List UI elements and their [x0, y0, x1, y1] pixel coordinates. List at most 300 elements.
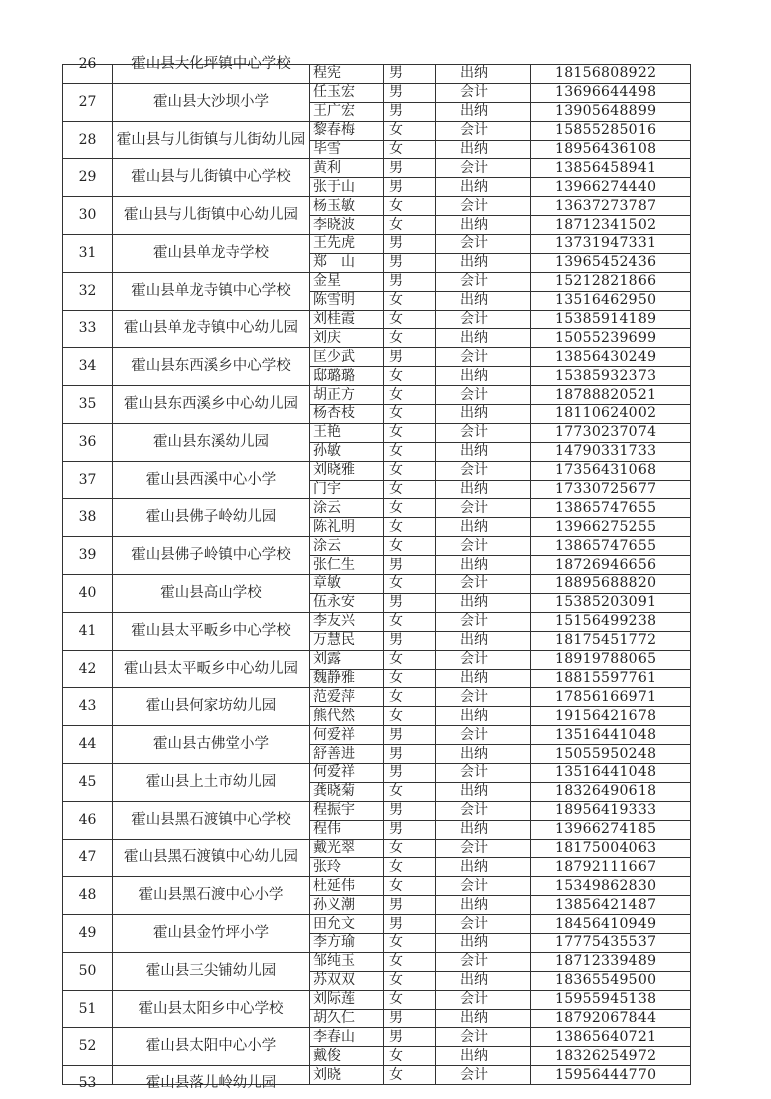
row-number-text: 32	[78, 282, 97, 299]
table-row	[63, 348, 691, 367]
person-role: 会计	[436, 726, 531, 745]
person-role: 会计	[436, 877, 531, 896]
finance-contacts-table	[62, 56, 691, 1091]
person-name: 张玲	[310, 858, 384, 877]
person-name: 章敏	[310, 575, 384, 594]
unit-name	[113, 348, 310, 386]
person-phone: 15955945138	[531, 990, 691, 1009]
row-number-text: 31	[78, 244, 97, 261]
person-name: 郑 山	[310, 253, 384, 272]
unit-name-text: 霍山县与儿街镇与儿街幼儿园	[116, 131, 306, 148]
unit-name	[113, 197, 310, 235]
table-row	[63, 272, 691, 291]
table-row	[63, 915, 691, 934]
person-name: 张于山	[310, 178, 384, 197]
table-row	[63, 575, 691, 594]
person-name: 胡久仁	[310, 1009, 384, 1028]
person-role: 出纳	[436, 329, 531, 348]
row-number-text: 41	[78, 622, 97, 639]
row-number	[63, 159, 113, 197]
person-name: 龚晓菊	[310, 782, 384, 801]
person-phone: 15055239699	[531, 329, 691, 348]
unit-name-text: 霍山县东溪幼儿园	[153, 433, 269, 450]
person-phone: 13516441048	[531, 763, 691, 782]
person-phone: 15855285016	[531, 121, 691, 140]
unit-name	[113, 915, 310, 953]
person-phone: 13865747655	[531, 537, 691, 556]
person-role: 会计	[436, 990, 531, 1009]
person-name: 杨杏枝	[310, 405, 384, 424]
unit-name-text: 霍山县与儿街镇中心学校	[131, 169, 291, 186]
person-phone: 13966274440	[531, 178, 691, 197]
table-row	[63, 801, 691, 820]
person-role: 会计	[436, 612, 531, 631]
finance-contacts-table-page	[62, 56, 691, 1091]
person-phone: 15385203091	[531, 593, 691, 612]
table-row	[63, 839, 691, 858]
person-role: 会计	[436, 1066, 531, 1085]
person-name: 何爱祥	[310, 726, 384, 745]
person-role: 会计	[436, 839, 531, 858]
person-name: 李春山	[310, 1028, 384, 1047]
unit-name-text: 霍山县东西溪乡中心幼儿园	[124, 396, 298, 413]
unit-name	[113, 537, 310, 575]
person-sex: 男	[384, 801, 436, 820]
unit-name	[113, 839, 310, 877]
person-role: 出纳	[436, 707, 531, 726]
person-sex: 男	[384, 348, 436, 367]
person-name: 涂云	[310, 499, 384, 518]
row-number	[63, 688, 113, 726]
unit-name-text: 霍山县上土市幼儿园	[145, 773, 277, 790]
table-row	[63, 461, 691, 480]
unit-name	[113, 121, 310, 159]
unit-name	[113, 763, 310, 801]
row-number-text: 46	[78, 811, 97, 828]
person-name: 李方瑜	[310, 933, 384, 952]
table-row	[63, 423, 691, 442]
person-sex: 女	[384, 990, 436, 1009]
person-name: 匡少武	[310, 348, 384, 367]
person-sex: 女	[384, 650, 436, 669]
person-name: 舒善进	[310, 745, 384, 764]
unit-name	[113, 650, 310, 688]
unit-name-text: 霍山县古佛堂小学	[153, 736, 269, 753]
person-phone: 13856421487	[531, 896, 691, 915]
row-number	[63, 310, 113, 348]
person-role: 会计	[436, 537, 531, 556]
unit-name-text: 霍山县太平畈乡中心学校	[131, 622, 291, 639]
person-role: 出纳	[436, 65, 531, 84]
unit-name-text: 霍山县高山学校	[160, 584, 262, 601]
table-row	[63, 121, 691, 140]
row-number-text: 51	[78, 1000, 97, 1017]
table-row	[63, 499, 691, 518]
person-name: 邹纯玉	[310, 952, 384, 971]
row-number-text: 50	[78, 962, 97, 979]
person-phone: 15156499238	[531, 612, 691, 631]
person-role: 会计	[436, 915, 531, 934]
person-role: 出纳	[436, 367, 531, 386]
person-phone: 15212821866	[531, 272, 691, 291]
unit-name	[113, 159, 310, 197]
person-name: 门宇	[310, 480, 384, 499]
person-role: 会计	[436, 499, 531, 518]
row-number	[63, 386, 113, 424]
table-row	[63, 990, 691, 1009]
unit-name-text: 霍山县太阳中心小学	[145, 1038, 277, 1055]
row-number	[63, 839, 113, 877]
person-name: 邸璐璐	[310, 367, 384, 386]
person-phone: 17356431068	[531, 461, 691, 480]
person-phone: 18175451772	[531, 631, 691, 650]
person-role: 会计	[436, 575, 531, 594]
unit-name	[113, 1066, 310, 1091]
row-number	[63, 423, 113, 461]
row-number	[63, 575, 113, 613]
person-name: 李晓波	[310, 216, 384, 235]
person-sex: 女	[384, 1047, 436, 1066]
unit-name	[113, 310, 310, 348]
person-sex: 女	[384, 612, 436, 631]
row-number	[63, 801, 113, 839]
row-number-text: 26	[78, 56, 97, 73]
person-name: 黎春梅	[310, 121, 384, 140]
unit-name-text: 霍山县金竹坪小学	[153, 924, 269, 941]
person-name: 刘晓雅	[310, 461, 384, 480]
table-row	[63, 726, 691, 745]
person-role: 会计	[436, 386, 531, 405]
person-role: 会计	[436, 310, 531, 329]
row-number	[63, 272, 113, 310]
person-name: 刘晓	[310, 1066, 384, 1085]
person-name: 程宪	[310, 65, 384, 84]
table-row	[63, 537, 691, 556]
unit-name	[113, 83, 310, 121]
unit-name	[113, 235, 310, 273]
table-row	[63, 612, 691, 631]
row-number	[63, 650, 113, 688]
person-name: 王广宏	[310, 102, 384, 121]
person-sex: 男	[384, 272, 436, 291]
table-body	[63, 56, 691, 1091]
table-row	[63, 235, 691, 254]
person-role: 会计	[436, 801, 531, 820]
person-sex: 女	[384, 121, 436, 140]
person-sex: 男	[384, 178, 436, 197]
table-row	[63, 688, 691, 707]
unit-name	[113, 1028, 310, 1066]
person-role: 出纳	[436, 291, 531, 310]
person-name: 程伟	[310, 820, 384, 839]
unit-name-text: 霍山县黑石渡镇中心学校	[131, 811, 291, 828]
person-role: 出纳	[436, 480, 531, 499]
person-phone: 18175004063	[531, 839, 691, 858]
row-number-text: 53	[78, 1074, 97, 1091]
person-name: 任玉宏	[310, 83, 384, 102]
unit-name-text: 霍山县大化坪镇中心学校	[131, 56, 291, 73]
person-sex: 男	[384, 83, 436, 102]
person-phone: 13865640721	[531, 1028, 691, 1047]
person-role: 会计	[436, 763, 531, 782]
row-number	[63, 877, 113, 915]
person-phone: 18326254972	[531, 1047, 691, 1066]
person-sex: 男	[384, 915, 436, 934]
person-role: 出纳	[436, 971, 531, 990]
person-sex: 女	[384, 405, 436, 424]
person-role: 出纳	[436, 1047, 531, 1066]
table-row	[63, 1066, 691, 1085]
row-number-text: 48	[78, 887, 97, 904]
person-sex: 女	[384, 952, 436, 971]
person-name: 王艳	[310, 423, 384, 442]
person-role: 出纳	[436, 782, 531, 801]
unit-name-text: 霍山县单龙寺镇中心学校	[131, 282, 291, 299]
person-sex: 男	[384, 253, 436, 272]
unit-name-text: 霍山县大沙坝小学	[153, 93, 269, 110]
person-role: 出纳	[436, 140, 531, 159]
person-phone: 18895688820	[531, 575, 691, 594]
row-number	[63, 197, 113, 235]
person-sex: 女	[384, 782, 436, 801]
person-name: 胡正方	[310, 386, 384, 405]
person-phone: 15385914189	[531, 310, 691, 329]
person-name: 涂云	[310, 537, 384, 556]
person-role: 会计	[436, 952, 531, 971]
row-number	[63, 83, 113, 121]
person-sex: 女	[384, 386, 436, 405]
person-sex: 女	[384, 367, 436, 386]
unit-name-text: 霍山县何家坊幼儿园	[145, 698, 277, 715]
unit-name-text: 霍山县黑石渡中心小学	[138, 887, 284, 904]
person-sex: 女	[384, 1066, 436, 1085]
person-name: 戴光翠	[310, 839, 384, 858]
person-name: 刘桂霞	[310, 310, 384, 329]
unit-name-text: 霍山县佛子岭镇中心学校	[131, 547, 291, 564]
row-number	[63, 726, 113, 764]
person-phone: 13856430249	[531, 348, 691, 367]
person-sex: 男	[384, 820, 436, 839]
person-sex: 女	[384, 575, 436, 594]
person-name: 苏双双	[310, 971, 384, 990]
unit-name	[113, 990, 310, 1028]
row-number	[63, 121, 113, 159]
row-number	[63, 1066, 113, 1091]
person-role: 会计	[436, 348, 531, 367]
unit-name-text: 霍山县单龙寺学校	[153, 244, 269, 261]
person-sex: 女	[384, 858, 436, 877]
person-sex: 女	[384, 140, 436, 159]
unit-name-text: 霍山县太阳乡中心学校	[138, 1000, 284, 1017]
person-phone: 13965452436	[531, 253, 691, 272]
person-role: 出纳	[436, 820, 531, 839]
row-number-text: 47	[78, 849, 97, 866]
person-sex: 男	[384, 726, 436, 745]
person-sex: 女	[384, 480, 436, 499]
person-name: 范爱萍	[310, 688, 384, 707]
person-sex: 女	[384, 688, 436, 707]
person-role: 出纳	[436, 178, 531, 197]
person-name: 张仁生	[310, 556, 384, 575]
row-number	[63, 56, 113, 84]
row-number-text: 34	[78, 358, 97, 375]
person-role: 出纳	[436, 556, 531, 575]
unit-name	[113, 272, 310, 310]
person-phone: 15055950248	[531, 745, 691, 764]
person-phone: 18726946656	[531, 556, 691, 575]
person-phone: 13966275255	[531, 518, 691, 537]
person-role: 出纳	[436, 442, 531, 461]
person-role: 会计	[436, 688, 531, 707]
unit-name	[113, 801, 310, 839]
person-sex: 女	[384, 216, 436, 235]
row-number	[63, 461, 113, 499]
person-name: 刘庆	[310, 329, 384, 348]
row-number-text: 29	[78, 169, 97, 186]
person-phone: 18712339489	[531, 952, 691, 971]
table-row	[63, 1028, 691, 1047]
person-phone: 18712341502	[531, 216, 691, 235]
row-number	[63, 537, 113, 575]
person-phone: 18156808922	[531, 65, 691, 84]
person-role: 会计	[436, 423, 531, 442]
person-phone: 15385932373	[531, 367, 691, 386]
person-phone: 13905648899	[531, 102, 691, 121]
person-role: 会计	[436, 83, 531, 102]
person-role: 出纳	[436, 631, 531, 650]
person-phone: 17330725677	[531, 480, 691, 499]
person-sex: 男	[384, 556, 436, 575]
person-name: 戴俊	[310, 1047, 384, 1066]
row-number-text: 27	[78, 93, 97, 110]
person-phone: 17775435537	[531, 933, 691, 952]
person-sex: 男	[384, 1009, 436, 1028]
row-number	[63, 990, 113, 1028]
person-sex: 男	[384, 1028, 436, 1047]
person-role: 会计	[436, 235, 531, 254]
person-sex: 女	[384, 499, 436, 518]
unit-name-text: 霍山县单龙寺镇中心幼儿园	[124, 320, 298, 337]
person-sex: 男	[384, 235, 436, 254]
row-number-text: 49	[78, 924, 97, 941]
person-role: 出纳	[436, 216, 531, 235]
row-number	[63, 763, 113, 801]
person-role: 出纳	[436, 669, 531, 688]
person-sex: 男	[384, 745, 436, 764]
person-role: 出纳	[436, 405, 531, 424]
person-sex: 女	[384, 839, 436, 858]
person-name: 熊代然	[310, 707, 384, 726]
table-row	[63, 65, 691, 84]
unit-name	[113, 423, 310, 461]
row-number-text: 35	[78, 396, 97, 413]
person-name: 万慧民	[310, 631, 384, 650]
person-sex: 男	[384, 102, 436, 121]
person-phone: 17730237074	[531, 423, 691, 442]
unit-name	[113, 461, 310, 499]
unit-name-text: 霍山县东西溪乡中心学校	[131, 358, 291, 375]
table-row	[63, 83, 691, 102]
row-number	[63, 1028, 113, 1066]
person-sex: 女	[384, 197, 436, 216]
person-phone: 17856166971	[531, 688, 691, 707]
row-number-text: 38	[78, 509, 97, 526]
person-role: 出纳	[436, 933, 531, 952]
person-phone: 18956419333	[531, 801, 691, 820]
person-name: 金星	[310, 272, 384, 291]
person-name: 刘际莲	[310, 990, 384, 1009]
person-phone: 18788820521	[531, 386, 691, 405]
row-number	[63, 915, 113, 953]
unit-name-text: 霍山县与儿街镇中心幼儿园	[124, 207, 298, 224]
person-name: 孙敏	[310, 442, 384, 461]
person-name: 杨玉敏	[310, 197, 384, 216]
person-sex: 女	[384, 291, 436, 310]
person-sex: 女	[384, 707, 436, 726]
person-sex: 女	[384, 310, 436, 329]
row-number	[63, 499, 113, 537]
person-role: 会计	[436, 159, 531, 178]
person-name: 魏静雅	[310, 669, 384, 688]
person-sex: 男	[384, 763, 436, 782]
person-sex: 女	[384, 537, 436, 556]
person-phone: 13966274185	[531, 820, 691, 839]
person-role: 出纳	[436, 518, 531, 537]
row-number-text: 39	[78, 547, 97, 564]
person-phone: 18792111667	[531, 858, 691, 877]
person-phone: 14790331733	[531, 442, 691, 461]
person-name: 孙义潮	[310, 896, 384, 915]
row-number-text: 44	[78, 736, 97, 753]
row-number-text: 40	[78, 584, 97, 601]
person-role: 会计	[436, 1028, 531, 1047]
unit-name	[113, 499, 310, 537]
person-sex: 男	[384, 65, 436, 84]
person-phone: 18365549500	[531, 971, 691, 990]
unit-name-text: 霍山县太平畈乡中心幼儿园	[124, 660, 298, 677]
person-sex: 女	[384, 971, 436, 990]
person-sex: 女	[384, 442, 436, 461]
person-phone: 18815597761	[531, 669, 691, 688]
row-number-text: 43	[78, 698, 97, 715]
person-role: 会计	[436, 197, 531, 216]
unit-name	[113, 688, 310, 726]
row-number-text: 45	[78, 773, 97, 790]
person-sex: 男	[384, 896, 436, 915]
unit-name	[113, 575, 310, 613]
row-number-text: 30	[78, 207, 97, 224]
row-number-text: 42	[78, 660, 97, 677]
person-phone: 13696644498	[531, 83, 691, 102]
person-sex: 女	[384, 877, 436, 896]
row-number-text: 33	[78, 320, 97, 337]
table-row	[63, 650, 691, 669]
row-number-text: 52	[78, 1038, 97, 1055]
person-role: 出纳	[436, 102, 531, 121]
person-role: 会计	[436, 461, 531, 480]
person-phone: 18919788065	[531, 650, 691, 669]
person-sex: 男	[384, 159, 436, 178]
unit-name-text: 霍山县落儿岭幼儿园	[145, 1074, 277, 1091]
person-role: 会计	[436, 121, 531, 140]
row-number	[63, 235, 113, 273]
unit-name	[113, 877, 310, 915]
person-phone: 18110624002	[531, 405, 691, 424]
unit-name-text: 霍山县佛子岭幼儿园	[145, 509, 277, 526]
person-sex: 女	[384, 933, 436, 952]
person-name: 伍永安	[310, 593, 384, 612]
table-row	[63, 877, 691, 896]
